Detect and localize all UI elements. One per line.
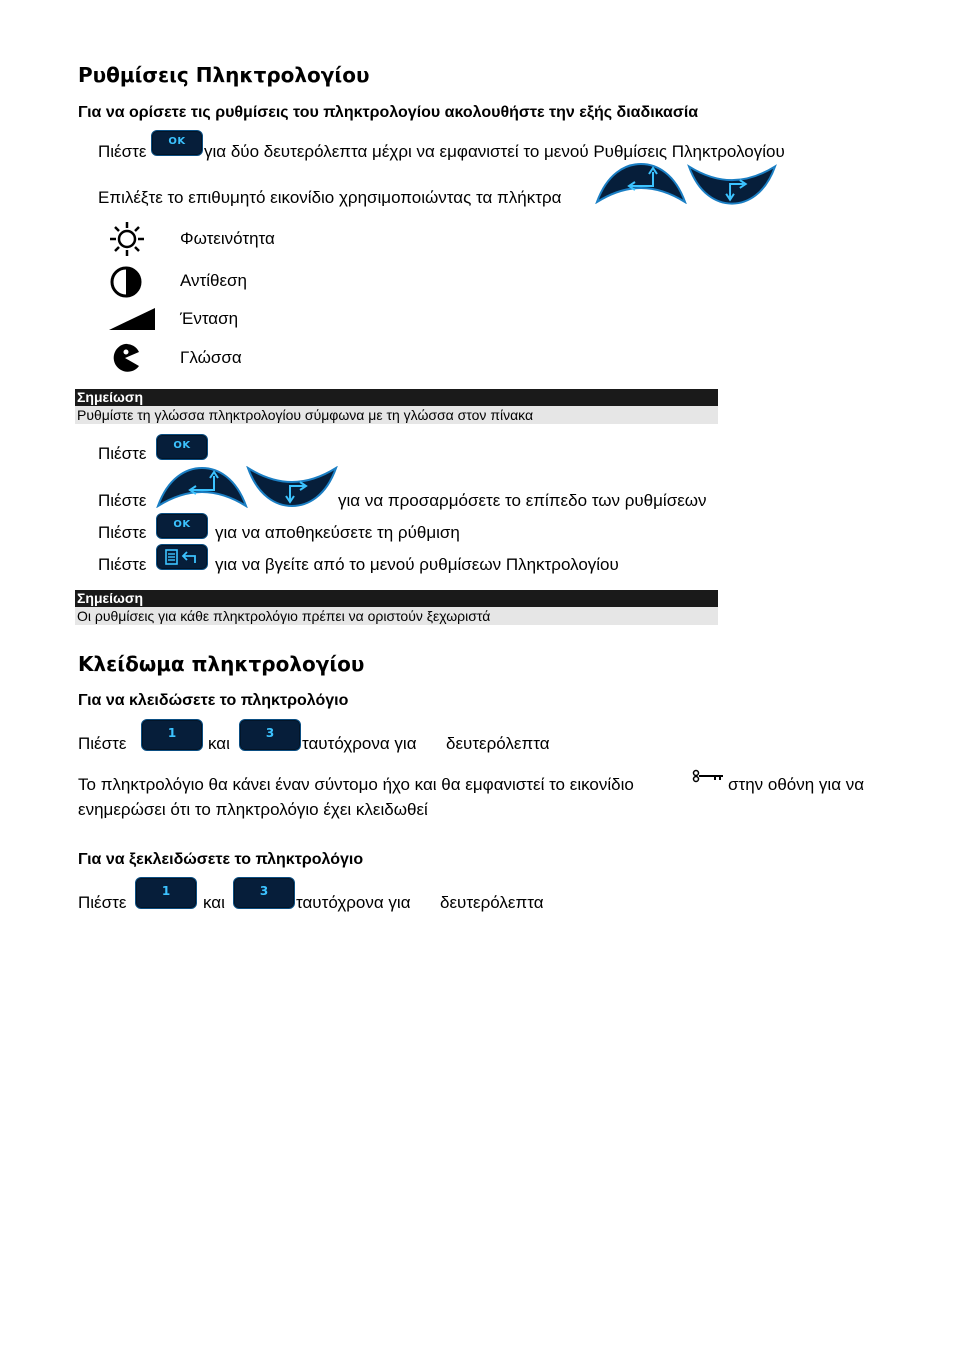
and-label: και [208,734,230,753]
key-3-label: 3 [259,884,269,898]
seconds-label: δευτερόλεπτα [440,893,544,912]
key-1-label: 1 [161,884,171,898]
setting-label-contrast: Αντίθεση [180,271,248,290]
settings-intro: Για να ορίσετε τις ρυθμίσεις του πληκτρολογίου ακολουθήστε την εξής διαδικασία [78,104,699,121]
key-3-label: 3 [265,726,275,740]
press-label: Πιέστε [98,444,147,463]
step2-text: Επιλέξτε το επιθυμητό εικονίδιο χρησιμοποιώντας τα πλήκτρα [98,188,562,207]
ok-button[interactable] [156,434,208,460]
key-lock-icon [691,769,724,785]
setting-label-language: Γλώσσα [180,348,242,367]
setting-label-volume: Ένταση [180,309,239,328]
volume-icon [109,308,155,330]
adjust-text: για να προσαρμόσετε το επίπεδο των ρυθμίσεων [338,491,707,510]
press-label: Πιέστε [78,893,127,912]
setting-label-brightness: Φωτεινότητα [180,229,275,248]
key-1-label: 1 [167,726,177,740]
menu-back-icon [163,548,201,566]
unlock-heading: Για να ξεκλειδώσετε το πληκτρολόγιο [78,851,364,868]
lock-description-b: στην οθόνη για να [728,775,865,794]
save-text: για να αποθηκεύσετε τη ρύθμιση [215,523,460,542]
ok-label: OK [173,519,191,530]
section-title-keyboard-settings: Ρυθμίσεις Πληκτρολογίου [78,63,370,87]
ok-label: OK [173,440,191,451]
section-title-keypad-lock: Κλείδωμα πληκτρολογίου [78,652,365,676]
nav-down-button[interactable] [246,466,338,508]
menu-back-button[interactable] [156,544,208,570]
note-heading: Σημείωση [75,590,718,607]
note-text: Ρυθμίστε τη γλώσσα πληκτρολογίου σύμφωνα με τη γλώσσα στον πίνακα [75,406,718,424]
brightness-icon [108,220,146,258]
language-icon [109,342,141,374]
lock-description-line2: ενημερώσει ότι το πληκτρολόγιο έχει κλειδωθεί [78,800,428,819]
key-3-button[interactable] [239,719,301,751]
nav-down-button[interactable] [687,164,777,206]
lock-heading: Για να κλειδώσετε το πληκτρολόγιο [78,692,349,709]
step1-text: για δύο δευτερόλεπτα μέχρι να εμφανιστεί το μενού Ρυθμίσεις Πληκτρολογίου [204,142,785,161]
nav-up-button[interactable] [595,162,687,204]
press-label: Πιέστε [78,734,127,753]
exit-text: για να βγείτε από το μενού ρυθμίσεων Πληκτρολογίου [215,555,619,574]
key-1-button[interactable] [135,877,197,909]
note-text: Οι ρυθμίσεις για κάθε πληκτρολόγιο πρέπει να οριστούν ξεχωριστά [75,607,718,625]
ok-label: OK [168,136,186,147]
ok-button[interactable] [151,130,203,156]
simultaneously-label: ταυτόχρονα για [302,734,417,753]
step1-prefix: Πιέστε [98,142,147,161]
key-3-button[interactable] [233,877,295,909]
nav-up-button[interactable] [156,466,248,508]
and-label: και [203,893,225,912]
note-box-per-keypad [75,590,718,625]
note-box-language [75,389,718,424]
lock-description-a: Το πληκτρολόγιο θα κάνει έναν σύντομο ήχο και θα εμφανιστεί το εικονίδιο [78,775,634,794]
ok-button[interactable] [156,513,208,539]
note-heading: Σημείωση [75,389,718,406]
seconds-label: δευτερόλεπτα [446,734,550,753]
simultaneously-label: ταυτόχρονα για [296,893,411,912]
contrast-icon [109,265,143,299]
press-label: Πιέστε [98,555,147,574]
press-label: Πιέστε [98,491,147,510]
key-1-button[interactable] [141,719,203,751]
press-label: Πιέστε [98,523,147,542]
